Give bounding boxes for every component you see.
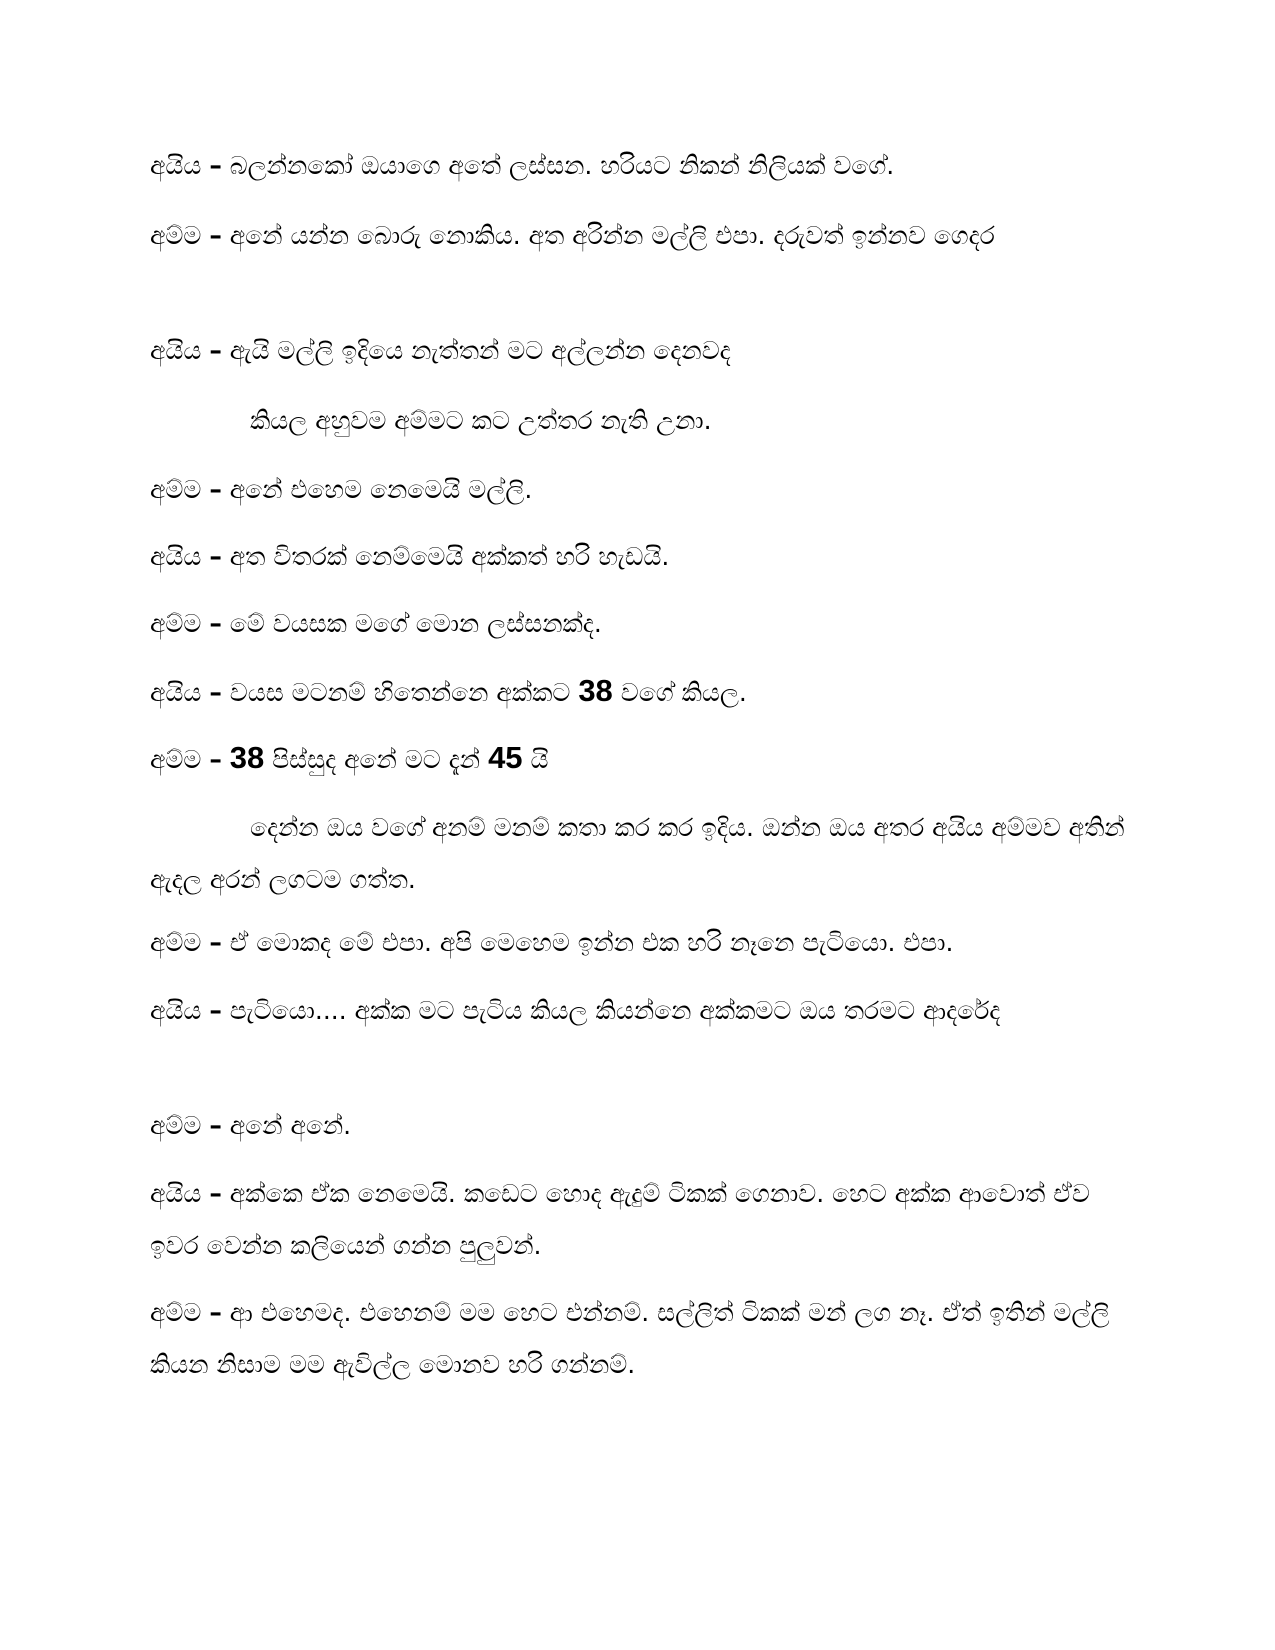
dialogue-line-11 [150, 1100, 1130, 1152]
dash: – [209, 678, 222, 707]
dialogue-text: ඇයි මල්ලි ඉදියෙ නැත්තන් මට අල්ලන්න දෙනවද [229, 336, 731, 365]
speaker-name: අයිය [150, 542, 202, 571]
narration-2 [150, 802, 1130, 906]
dash: – [209, 221, 222, 250]
dash: – [209, 542, 222, 571]
speaker-name: අයිය [150, 996, 202, 1025]
age-number: 38 [229, 740, 265, 775]
dialogue-line-9 [150, 917, 1130, 969]
dialogue-line-5 [150, 531, 1130, 583]
dialogue-text: පැටියො.... අක්ක මට පැටිය කියල කියන්නෙ අක්කමට ඔය තරමට ආදරේද [229, 996, 1001, 1025]
dialogue-text: අනේ යන්න බොරු නොකිය. අත අරින්න මල්ලි එපා. දරුවත් ඉන්නව ගෙදර [229, 221, 995, 250]
dash: – [209, 1179, 222, 1208]
dialogue-line-8 [150, 732, 1130, 786]
dialogue-line-1 [150, 140, 1130, 192]
speaker-name: අම්ම [150, 609, 202, 638]
dialogue-text: යි [530, 745, 549, 774]
dialogue-text: අනේ අනේ. [229, 1111, 352, 1140]
dash: – [209, 475, 222, 504]
dash: – [209, 336, 222, 365]
narration-1 [250, 395, 1130, 447]
dialogue-text: බලන්නකෝ ඔයාගෙ අතේ ලස්සන. හරියට නිකන් නිලියක් වගේ. [229, 151, 895, 180]
age-number: 38 [578, 673, 613, 708]
dialogue-line-7 [150, 665, 1130, 719]
speaker-name: අයිය [150, 1179, 202, 1208]
dash: – [209, 1298, 222, 1327]
dash: – [209, 928, 222, 957]
dialogue-text: වයස මටනම් හිතෙන්නෙ අක්කට [229, 678, 571, 707]
dash: – [209, 996, 222, 1025]
speaker-name: අම්ම [150, 221, 202, 250]
speaker-name: අයිය [150, 678, 202, 707]
dialogue-line-4 [150, 464, 1130, 516]
dialogue-text: මේ වයසක මගේ මොන ලස්සනක්ද. [229, 609, 602, 638]
speaker-name: අම්ම [150, 1111, 202, 1140]
dialogue-text: අක්කෙ ඒක නෙමෙයි. කඩෙට හොද ඇදුම් ටිකක් ගෙනාව. හෙට අක්ක ආවොත් ඒව ඉවර වෙන්න කලියෙන් ගන්න පුලුවන්. [150, 1179, 1090, 1260]
speaker-name: අයිය [150, 336, 202, 365]
speaker-name: අම්ම [150, 475, 202, 504]
narration-text: දෙන්න ඔය වගේ අනම් මනම් කතා කර කර ඉදිය. ඔන්න ඔය අතර අයිය අම්මව අතින් ඇදල අරන් ලගටම ගත්ත. [150, 813, 1125, 894]
dash: – [209, 151, 222, 180]
dialogue-text: ආ එහෙමද. එහෙනම් මම හෙට එන්නම්. සල්ලිත් ටිකක් මන් ලග නෑ. ඒත් ඉතින් මල්ලි කියන නිසාම මම ඇවිල්ල මොනව හරි ගන්නම්. [150, 1298, 1110, 1379]
narration-text: කියල අහුවම අම්මට කට උත්තර නැති උනා. [250, 406, 712, 435]
speaker-name: අම්ම [150, 745, 202, 774]
dialogue-text: අනේ එහෙම නෙමෙයි මල්ලි. [229, 475, 533, 504]
dash: – [209, 1111, 222, 1140]
speaker-name: අයිය [150, 151, 202, 180]
dialogue-line-2 [150, 210, 1130, 262]
dialogue-line-3 [150, 325, 1130, 377]
speaker-name: අම්ම [150, 928, 202, 957]
dialogue-text: අත විතරක් නෙම්මෙයි අක්කත් හරි හැඩයි. [229, 542, 670, 571]
dialogue-line-10 [150, 985, 1130, 1037]
dash: – [209, 609, 222, 638]
dialogue-text: පිස්සුද අනේ මට දැන් [272, 745, 481, 774]
dash: – [209, 745, 222, 774]
dialogue-text: වගේ කියල. [620, 678, 747, 707]
dialogue-line-6 [150, 598, 1130, 650]
dialogue-line-13 [150, 1287, 1130, 1391]
dialogue-text: ඒ මොකද මේ එපා. අපි මෙහෙම ඉන්න එක හරි නෑනෙ පැටියො. එපා. [229, 928, 954, 957]
age-number: 45 [488, 740, 523, 775]
speaker-name: අම්ම [150, 1298, 202, 1327]
dialogue-line-12 [150, 1168, 1130, 1272]
